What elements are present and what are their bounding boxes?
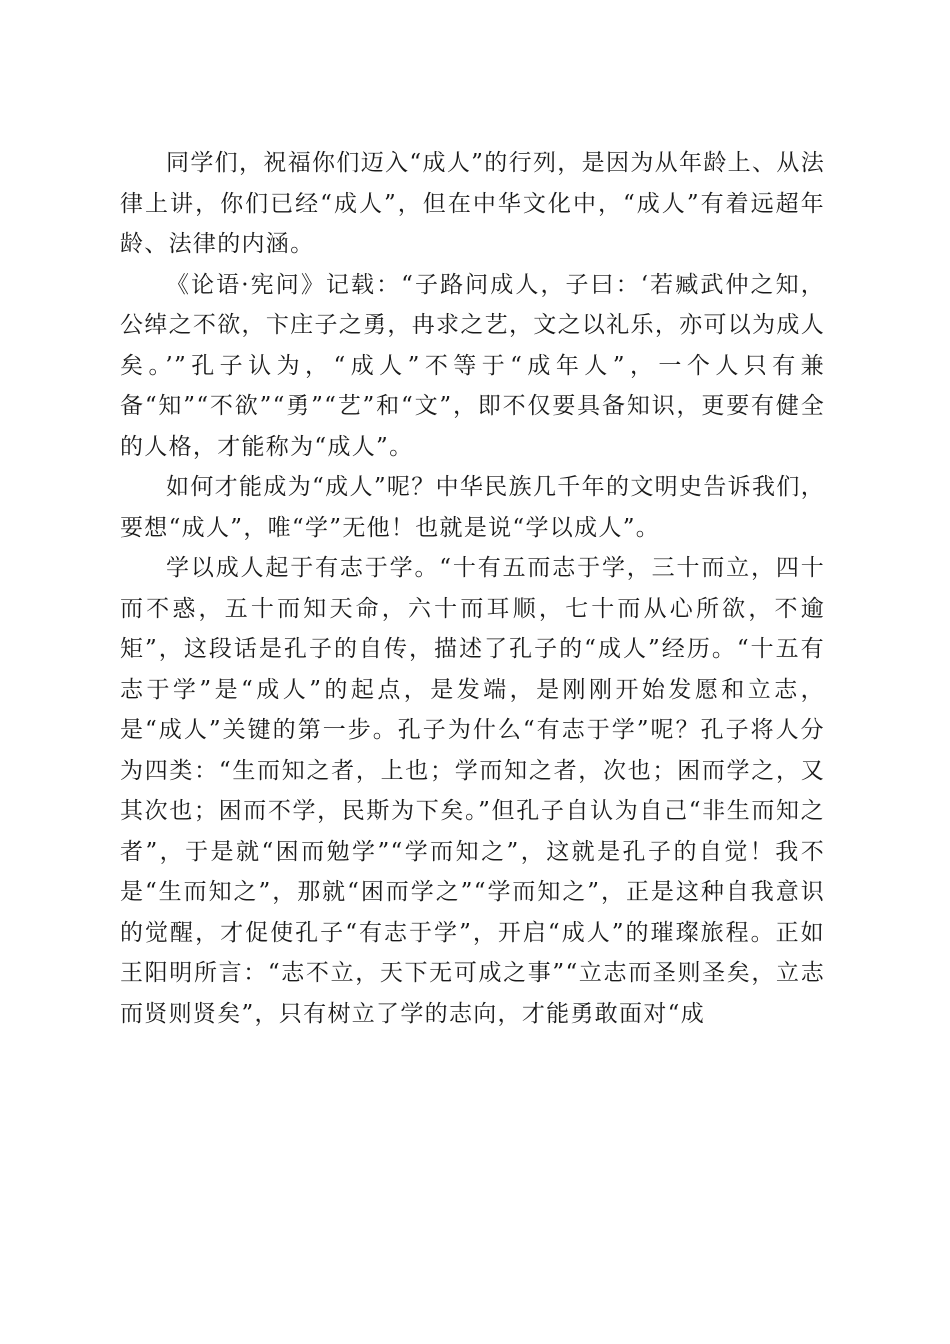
paragraph-4: 学以成人起于有志于学。“十有五而志于学，三十而立，四十而不惑，五十而知天命，六十而耳顺，七十而从心所欲，不逾矩”，这段话是孔子的自传，描述了孔子的“成人”经历。“十五有志于学”是“成人”的起点，是发端，是刚刚开始发愿和立志，是“成人”关键的第一步。孔子为什么“有志于学”呢？孔子将人分为四类：“生而知之者，上也；学而知之者，次也；困而学之，又其次也；困而不学，民斯为下矣。”但孔子自认为自己“非生而知之者”，于是就“困而勉学”“学而知之”，这就是孔子的自觉！我不是“生而知之”，那就“困而学之”“学而知之”，正是这种自我意识的觉醒，才促使孔子“有志于学”，开启“成人”的璀璨旅程。正如王阳明所言：“志不立，天下无可成之事”“立志而圣则圣矣，立志而贤则贤矣”，只有树立了学的志向，才能勇敢面对“成 [120,555,825,1027]
paragraph-3: 如何才能成为“成人”呢？中华民族几千年的文明史告诉我们，要想“成人”，唯“学”无他！也就是说“学以成人”。 [120,474,825,541]
document-body [120,143,825,1034]
paragraph-1: 同学们，祝福你们迈入“成人”的行列，是因为从年龄上、从法律上讲，你们已经“成人”，但在中华文化中，“成人”有着远超年龄、法律的内涵。 [120,150,825,257]
paragraph-2: 《论语·宪问》记载：“子路问成人，子曰：‘若臧武仲之知，公绰之不欲，卞庄子之勇，冉求之艺，文之以礼乐，亦可以为成人矣。’”孔子认为，“成人”不等于“成年人”，一个人只有兼备“知”“不欲”“勇”“艺”和“文”，即不仅要具备知识，更要有健全的人格，才能称为“成人”。 [120,271,825,460]
